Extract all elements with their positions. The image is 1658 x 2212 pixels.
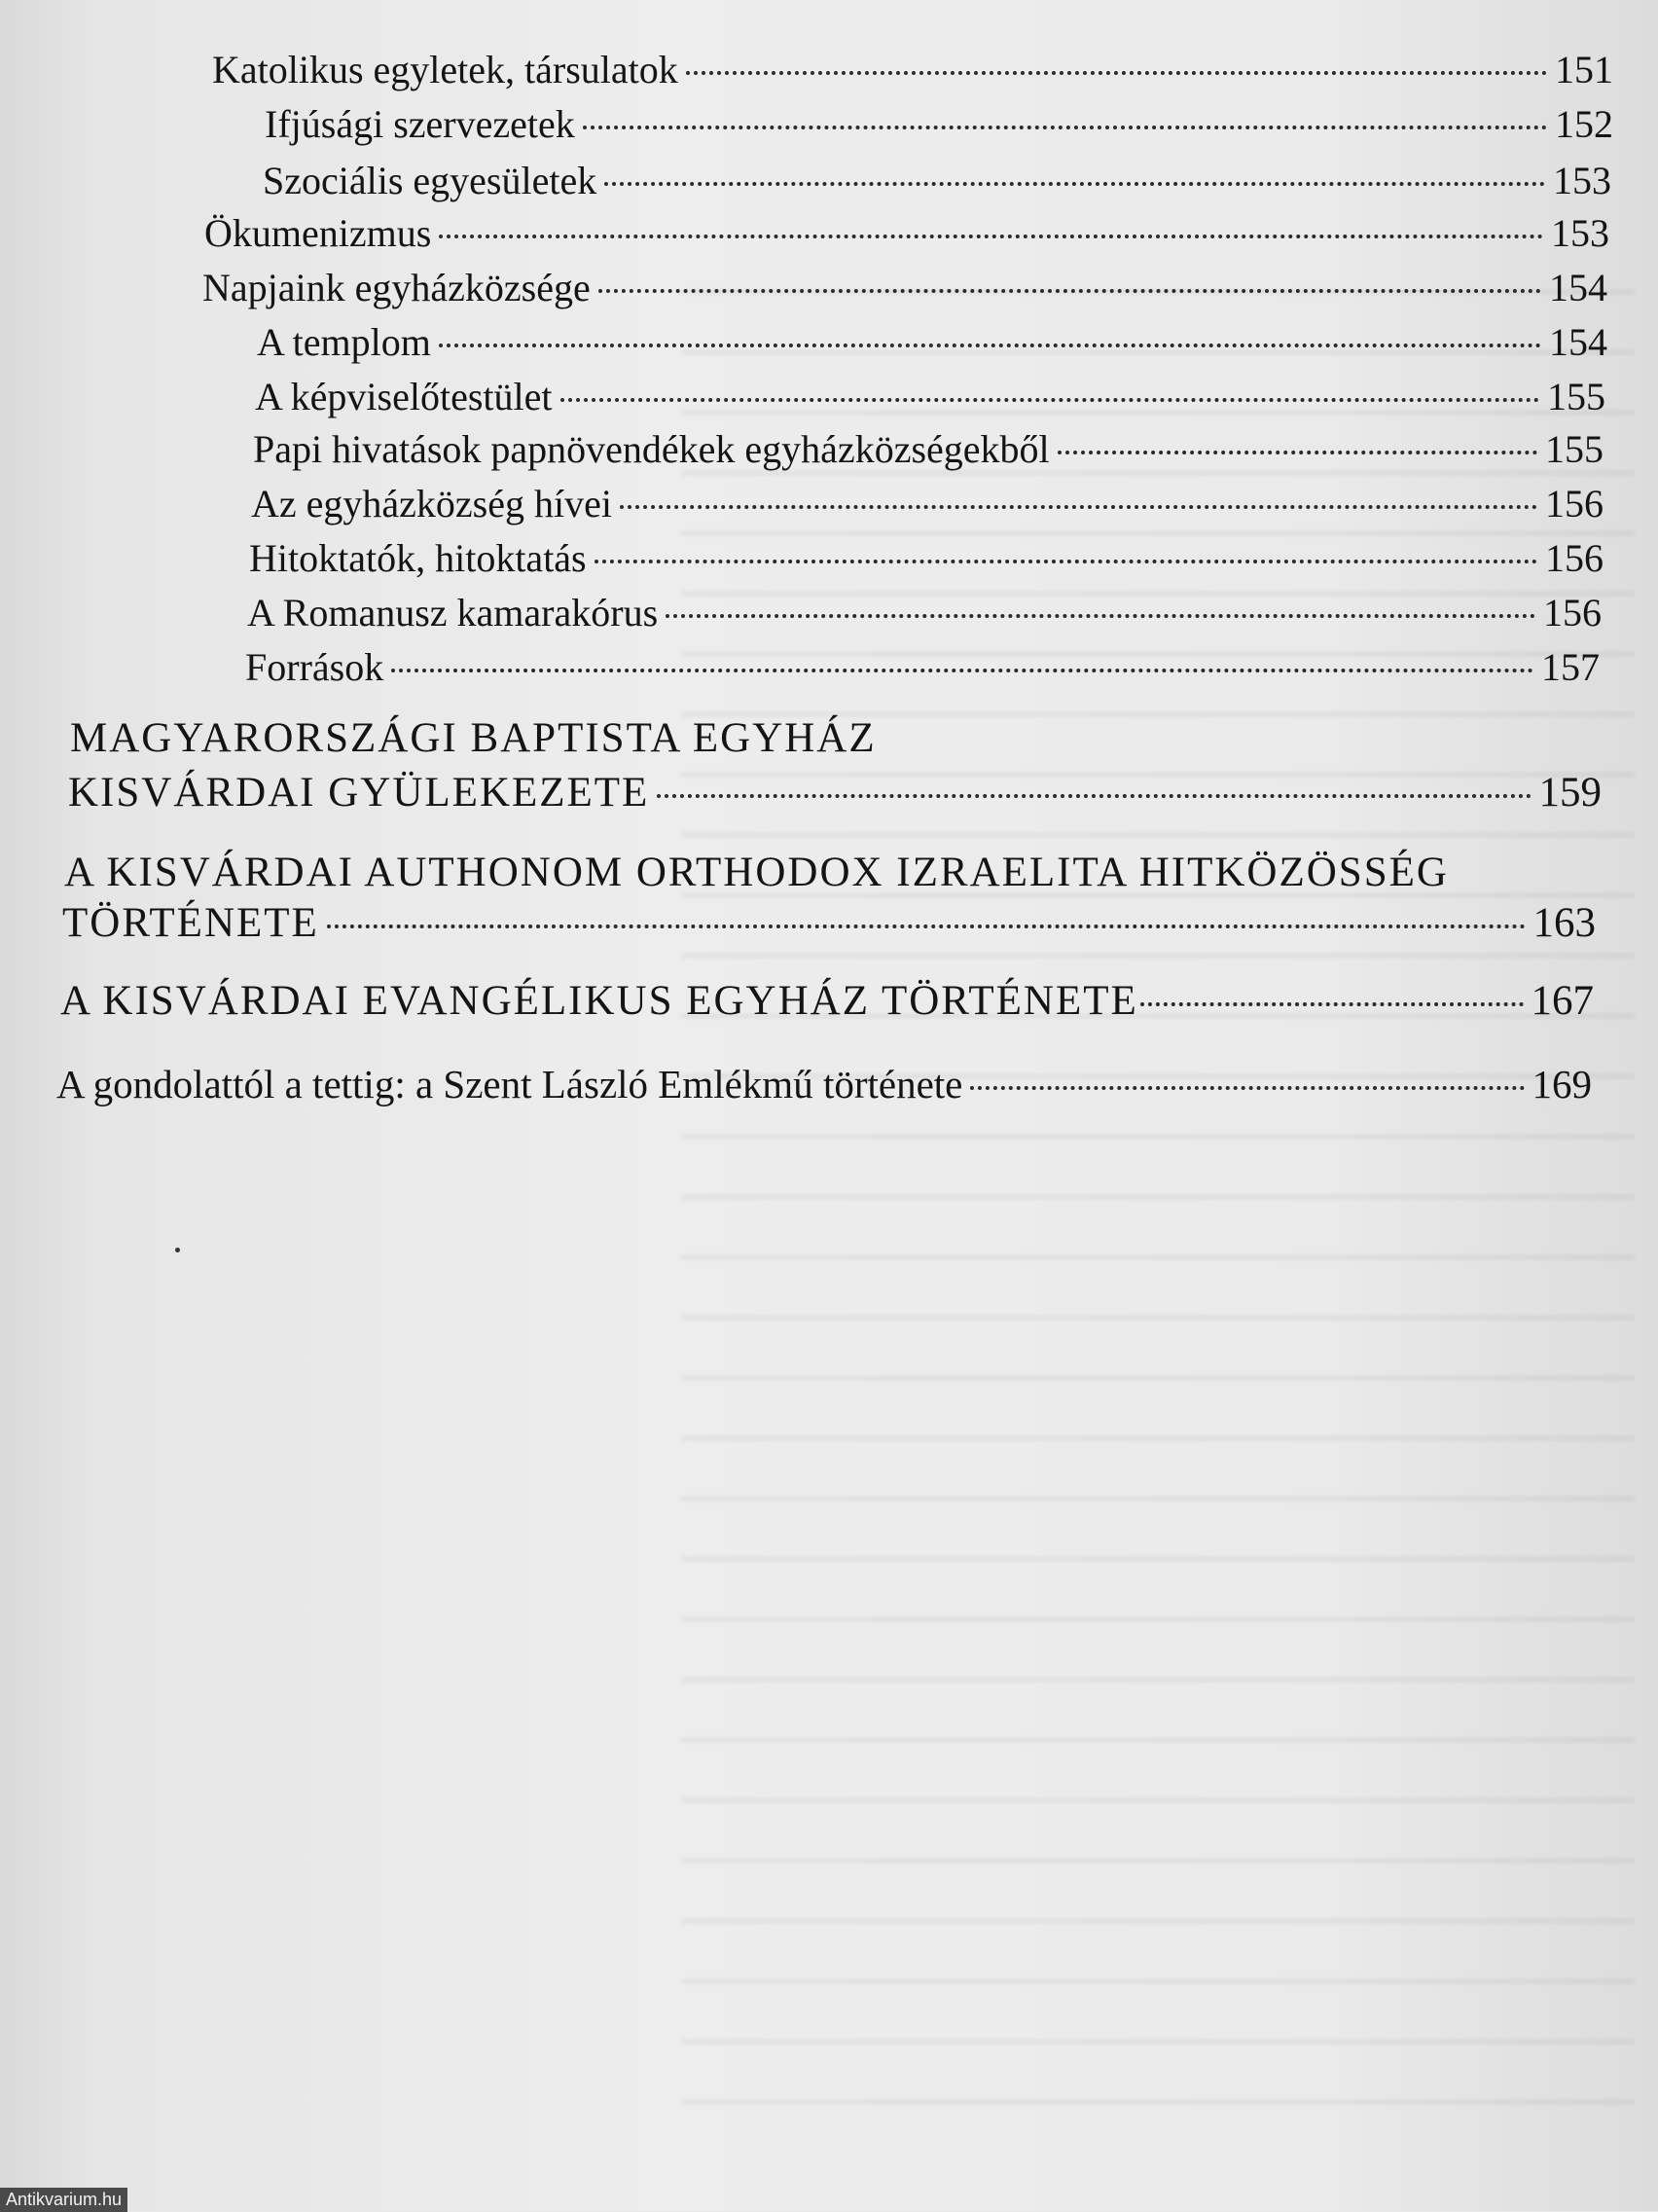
toc-entry-page: 152: [1555, 102, 1613, 146]
stray-mark: [175, 1248, 180, 1252]
toc-entry-page: 157: [1541, 645, 1600, 689]
toc-entry-page: 156: [1543, 591, 1602, 635]
toc-entry: [265, 101, 1613, 147]
dot-leader: [1058, 451, 1537, 454]
toc-entry-page: 153: [1551, 211, 1609, 255]
dot-leader: [439, 235, 1543, 238]
toc-entry: [253, 426, 1604, 472]
toc-entry: [257, 319, 1607, 365]
dot-leader: [604, 182, 1545, 186]
dot-leader: [620, 505, 1537, 509]
toc-entry: [255, 374, 1605, 419]
toc-entry: [245, 644, 1600, 690]
toc-entry-title: A képviselőtestület: [255, 375, 553, 418]
section-heading-title: KISVÁRDAI GYÜLEKEZETE: [68, 770, 650, 816]
toc-entry-title: Ifjúsági szervezetek: [265, 102, 575, 146]
toc-entry-title: A templom: [257, 320, 431, 364]
section-heading: A KISVÁRDAI AUTHONOM ORTHODOX IZRAELITA HITKÖZÖSSÉG: [64, 850, 1449, 895]
toc-entry-page: 156: [1545, 482, 1604, 526]
toc-entry-page: 169: [1532, 1062, 1592, 1106]
section-page: 163: [1532, 900, 1596, 946]
toc-entry: [204, 210, 1609, 256]
section-heading-title: A KISVÁRDAI EVANGÉLIKUS EGYHÁZ TÖRTÉNETE: [60, 978, 1138, 1024]
section-page: 167: [1531, 978, 1594, 1024]
dot-leader: [595, 560, 1537, 563]
section-page: 159: [1538, 770, 1602, 816]
toc-entry-page: 156: [1545, 536, 1604, 580]
dot-leader: [327, 925, 1526, 928]
toc-entry: [202, 265, 1607, 310]
dot-leader: [598, 289, 1541, 293]
toc-entry-title: Források: [245, 645, 384, 689]
toc-entry-final: [56, 1061, 1592, 1107]
toc-entry-title: Katolikus egyletek, társulatok: [212, 48, 678, 91]
toc-entry-title: A Romanusz kamarakórus: [247, 591, 659, 635]
toc-entry-title: A gondolattól a tettig: a Szent László Emlékmű története: [56, 1062, 963, 1106]
toc-entry-title: Szociális egyesületek: [263, 159, 597, 202]
toc-entry: [263, 158, 1611, 203]
dot-leader: [1140, 1002, 1524, 1006]
toc-entry-title: Az egyházközség hívei: [251, 482, 612, 526]
dot-leader: [666, 614, 1535, 618]
toc-entry-title: Napjaink egyházközsége: [202, 266, 591, 309]
toc-entry-title: Hitoktatók, hitoktatás: [249, 536, 587, 580]
toc-entry: [251, 481, 1604, 526]
toc-entry: [212, 47, 1613, 92]
toc-entry-title: Ökumenizmus: [204, 211, 432, 255]
toc-entry-page: 155: [1547, 375, 1605, 418]
section-heading-entry: [60, 977, 1594, 1025]
dot-leader: [560, 398, 1539, 402]
toc-entry-page: 154: [1549, 266, 1607, 309]
dot-leader: [657, 794, 1531, 798]
dot-leader: [583, 126, 1547, 129]
toc-entry: [247, 590, 1602, 635]
section-heading: MAGYARORSZÁGI BAPTISTA EGYHÁZ: [70, 715, 877, 761]
toc-entry-page: 153: [1553, 159, 1611, 202]
section-heading-title: TÖRTÉNETE: [62, 900, 319, 946]
toc-entry-title: Papi hivatások papnövendékek egyházközségekből: [253, 427, 1050, 471]
watermark-label: Antikvarium.hu: [0, 2188, 127, 2212]
toc-entry: [249, 535, 1604, 581]
dot-leader: [391, 669, 1533, 672]
dot-leader: [439, 344, 1541, 347]
dot-leader: [970, 1086, 1524, 1090]
toc-entry-page: 154: [1549, 320, 1607, 364]
toc-entry-page: 151: [1555, 48, 1613, 91]
section-heading-entry: [62, 899, 1596, 947]
dot-leader: [686, 71, 1547, 75]
toc-entry-page: 155: [1545, 427, 1604, 471]
section-heading-entry: [68, 769, 1602, 816]
